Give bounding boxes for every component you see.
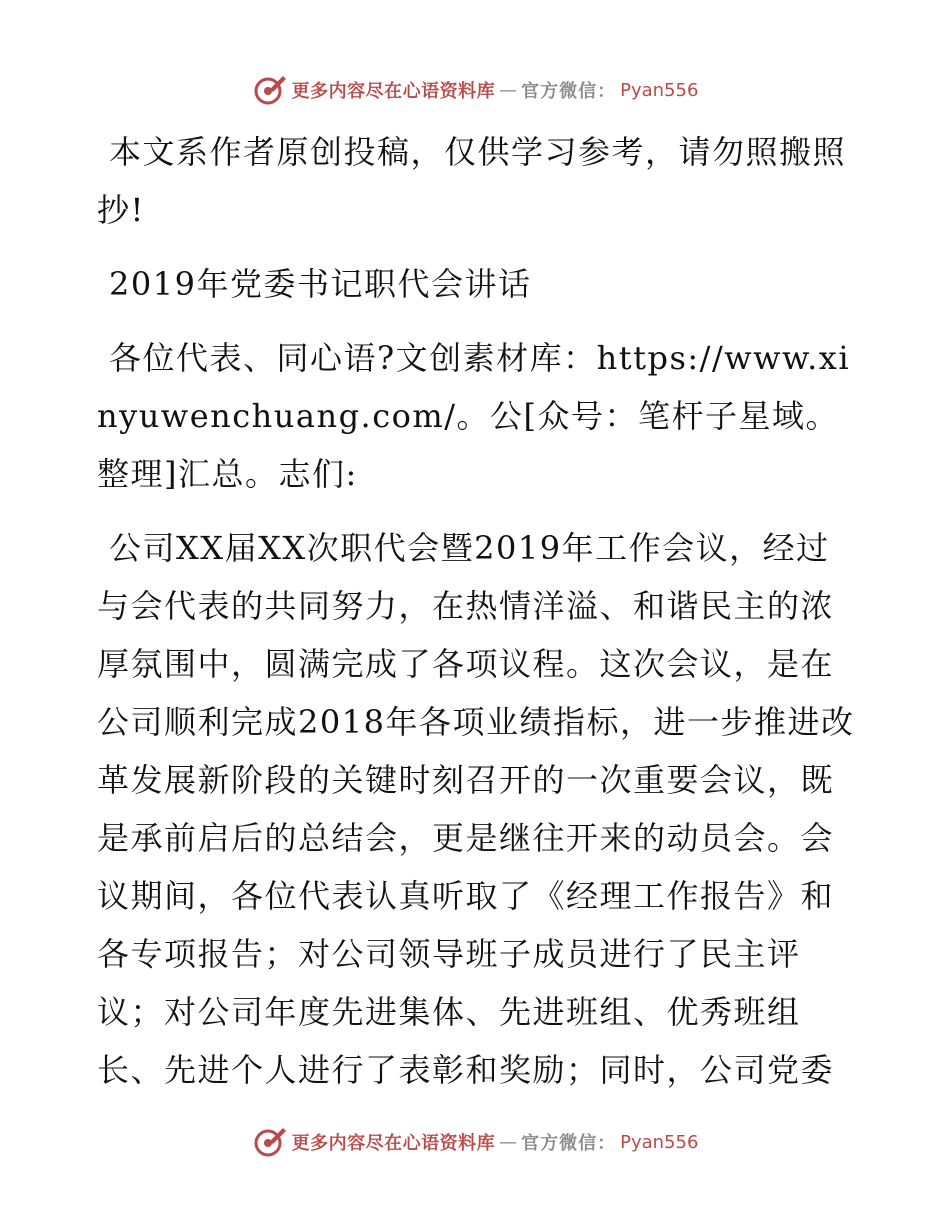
greeting-paragraph: 各位代表、同心语?文创素材库：https://www.xinyuwenchuang.com/。公[众号：笔杆子星域。整理]汇总。志们: <box>97 339 851 493</box>
copyright-notice: 本文系作者原创投稿，仅供学习参考，请勿照搬照抄! <box>97 133 847 229</box>
banner-official-label: 官方微信： <box>521 81 617 102</box>
document-content <box>97 123 857 1115</box>
banner-main-text: 更多内容尽在心语资料库 <box>291 81 496 102</box>
banner-official-label: 官方微信： <box>521 1133 617 1154</box>
banner-main-text: 更多内容尽在心语资料库 <box>291 1133 496 1154</box>
document-title: 2019年党委书记职代会讲话 <box>109 265 532 303</box>
pen-logo-icon <box>252 1124 288 1160</box>
banner-wechat-id: Pyan556 <box>620 1131 699 1153</box>
banner-dash: — <box>499 79 518 101</box>
pen-logo-icon <box>252 72 288 108</box>
header-watermark-banner <box>0 68 950 112</box>
banner-wechat-id: Pyan556 <box>620 79 699 101</box>
body-paragraph: 公司XX届XX次职代会暨2019年工作会议，经过与会代表的共同努力，在热情洋溢、和谐民主的浓厚氛围中，圆满完成了各项议程。这次会议，是在公司顺利完成2018年各项业绩指标，进一步推进改革发展新阶段的关键时刻召开的一次重要会议，既是承前启后的总结会，更是继往开来的动员会。会议期间，各位代表认真听取了《经理工作报告》和各专项报告；对公司领导班子成员进行了民主评议；对公司年度先进集体、先进班组、优秀班组长、先进个人进行了表彰和奖励；同时，公司党委 <box>97 529 855 1089</box>
banner-dash: — <box>499 1131 518 1153</box>
footer-watermark-banner <box>0 1120 950 1164</box>
